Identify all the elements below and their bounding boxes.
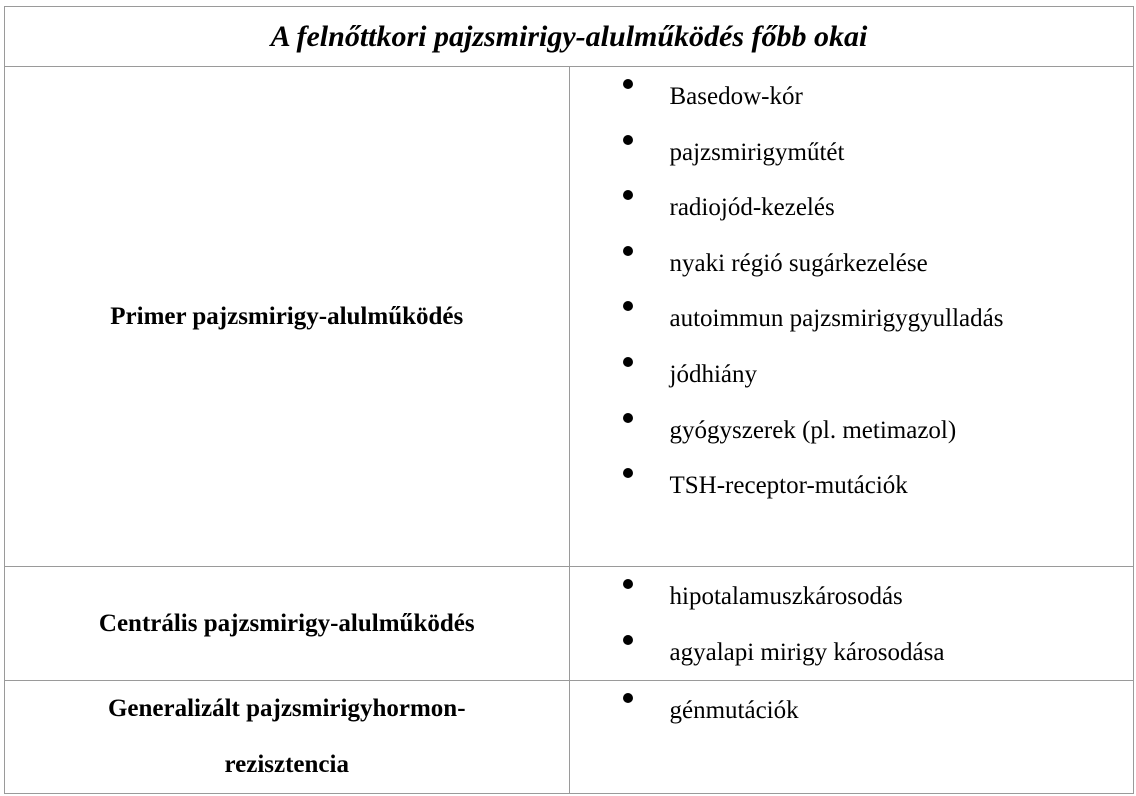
cause-list-primary: [570, 67, 1134, 514]
items-cell-primary: [569, 67, 1134, 567]
list-item: [570, 403, 1134, 459]
bullet-icon: [623, 357, 633, 367]
bullet-icon: [623, 79, 633, 89]
list-item-label: Basedow-kór: [669, 83, 803, 110]
table-row-primary: [5, 67, 1134, 567]
cause-list-generalized: [570, 681, 1134, 739]
list-item-label: jódhiány: [669, 360, 757, 388]
title-row: [5, 7, 1134, 67]
causes-table: [4, 6, 1134, 794]
list-item: [570, 347, 1134, 403]
list-item: [570, 180, 1134, 236]
list-item: [570, 458, 1134, 514]
bullet-icon: [623, 635, 633, 645]
bullet-icon: [623, 468, 633, 478]
bullet-icon: [623, 301, 633, 311]
list-item: [570, 236, 1134, 292]
table-row-central: [5, 567, 1134, 681]
items-cell-generalized: [569, 681, 1134, 794]
list-item: [570, 625, 1134, 681]
category-primary: Primer pajzsmirigy-alulműködés: [5, 67, 570, 567]
bullet-icon: [623, 693, 633, 703]
list-item: [570, 69, 1134, 125]
category-generalized: [5, 681, 570, 794]
list-item-label: TSH-receptor-mutációk: [669, 472, 908, 500]
bullet-icon: [623, 413, 633, 423]
bullet-icon: [623, 246, 633, 256]
category-central: Centrális pajzsmirigy-alulműködés: [5, 567, 570, 681]
category-generalized-line1: Generalizált pajzsmirigyhormon-: [107, 695, 466, 723]
items-cell-central: [569, 567, 1134, 681]
list-item: [570, 291, 1134, 347]
table-row-generalized: [5, 681, 1134, 794]
list-item-label: radiojód-kezelés: [669, 194, 835, 222]
list-item-label: gyógyszerek (pl. metimazol): [669, 416, 957, 444]
table-title: A felnőttkori pajzsmirigy-alulműködés főbb okai: [5, 7, 1134, 67]
list-item: [570, 683, 1134, 739]
list-item-label: hipotalamuszkárosodás: [669, 583, 903, 610]
list-item-label: autoimmun pajzsmirigygyulladás: [669, 305, 1004, 333]
bullet-icon: [623, 579, 633, 589]
category-generalized-line2: rezisztencia: [224, 751, 349, 779]
list-item: [570, 125, 1134, 181]
cause-list-central: [570, 567, 1134, 680]
list-item-label: nyaki régió sugárkezelése: [669, 249, 928, 277]
list-item-label: agyalapi mirigy károsodása: [669, 638, 945, 666]
bullet-icon: [623, 135, 633, 145]
list-item: [570, 569, 1134, 625]
bullet-icon: [623, 190, 633, 200]
list-item-label: génmutációk: [669, 697, 799, 725]
list-item-label: pajzsmirigyműtét: [669, 138, 845, 166]
